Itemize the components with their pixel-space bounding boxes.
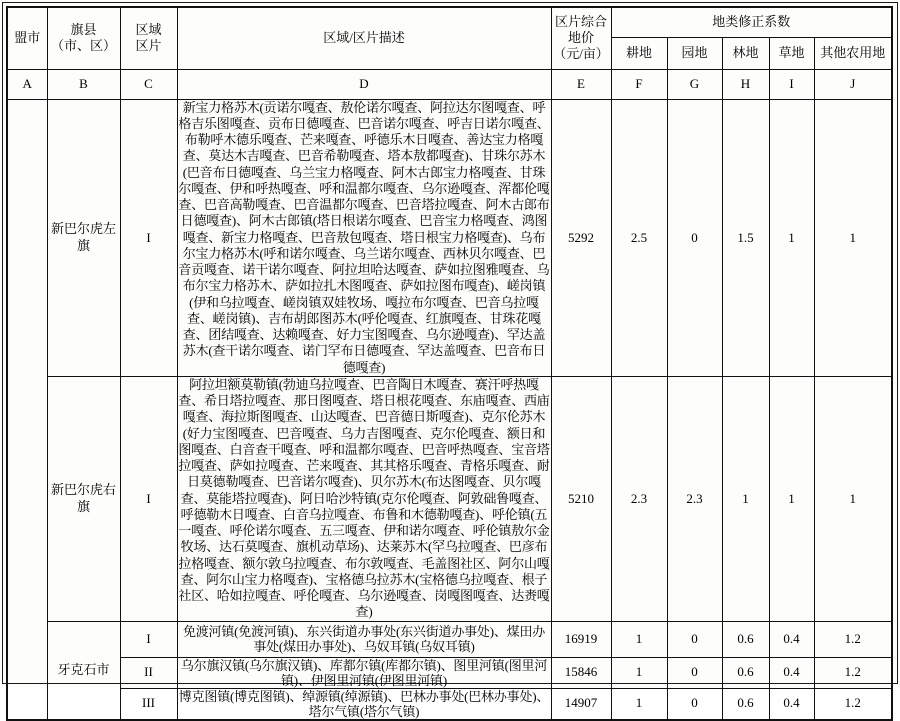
zone-cell: I	[120, 99, 177, 376]
header-coefficient-grassland: 草地	[769, 37, 814, 69]
header-coefficient-garden: 园地	[667, 37, 722, 69]
zone-cell: I	[120, 376, 177, 621]
grassland-coefficient-cell: 1	[769, 99, 814, 376]
header-coefficient-farmland: 耕地	[611, 37, 667, 69]
price-cell: 5210	[551, 376, 611, 621]
header-coefficient-other: 其他农用地	[814, 37, 892, 69]
column-letter-j: J	[814, 69, 892, 99]
forest-coefficient-cell: 1.5	[722, 99, 769, 376]
column-letter-d: D	[177, 69, 551, 99]
description-cell: 免渡河镇(免渡河镇)、东兴街道办事处(东兴街道办事处)、煤田办事处(煤田办事处)、乌奴耳镇(乌奴耳镇)	[177, 621, 551, 657]
forest-coefficient-cell: 0.6	[722, 657, 769, 688]
garden-coefficient-cell: 0	[667, 657, 722, 688]
banner-cell-yakeshi: 牙克石市	[47, 621, 120, 720]
garden-coefficient-cell: 0	[667, 621, 722, 657]
grassland-coefficient-cell: 0.4	[769, 688, 814, 720]
header-region-zone	[120, 7, 177, 69]
league-city-cell	[7, 99, 47, 720]
banner-cell-xinbaerhu-zuoqi: 新巴尔虎左旗	[47, 99, 120, 376]
forest-coefficient-cell: 1	[722, 376, 769, 621]
farmland-coefficient-cell: 1	[611, 657, 667, 688]
header-coefficient-forest: 林地	[722, 37, 769, 69]
description-cell: 博克图镇(博克图镇)、绰源镇(绰源镇)、巴林办事处(巴林办事处)、塔尔气镇(塔尔气镇)	[178, 688, 550, 719]
column-letter-a: A	[7, 69, 47, 99]
header-zone-price-line2: 地价	[567, 30, 594, 46]
land-price-table	[6, 6, 893, 721]
zone-cell: III	[120, 688, 177, 720]
description-cell: 阿拉坦额莫勒镇(勃迪乌拉嘎查、巴音陶日木嘎查、赛汗呼热嘎查、希日塔拉嘎查、那日图嘎查、塔日根花嘎查、东庙嘎查、西庙嘎查、海拉斯图嘎查、山达嘎查、巴音德日斯嘎查)、克尔伦苏木(好力宝图嘎查、巴音嘎查、乌力吉图嘎查、克尔伦嘎查、额日和图嘎查、白音查干嘎查、呼和温都尔嘎查、巴音呼热嘎查、宝音塔拉嘎查、萨如拉嘎查、芒来嘎查、其其格乐嘎查、青格乐嘎查、耐日莫德勒嘎查、巴音诺尔嘎查)、贝尔苏木(布达图嘎查、贝尔嘎查、莫能塔拉嘎查)、阿日哈沙特镇(克尔伦嘎查、阿敦础鲁嘎查、呼德勒木日嘎查、白音乌拉嘎查、布鲁和木德勒嘎查)、呼伦镇(五一嘎查、呼伦诺尔嘎查、五三嘎查、伊和诺尔嘎查、呼伦镇敖尔金牧场、达石莫嘎查、旗机动草场)、达莱苏木(罕乌拉嘎查、巴彦布拉格嘎查、额尔敦乌拉嘎查、布尔敦嘎查、毛盖图社区、阿尔山嘎查、阿尔山宝力格嘎查)、宝格德乌拉苏木(宝格德乌拉嘎查、根子社区、哈如拉嘎查、呼伦嘎查、乌尔逊嘎查、岗嘎图嘎查、达赉嘎查)	[178, 376, 550, 620]
price-cell: 5292	[551, 99, 611, 376]
farmland-coefficient-cell: 1	[611, 688, 667, 720]
garden-coefficient-cell: 0	[667, 99, 722, 376]
header-banner-county-line2: （市、区）	[50, 38, 116, 54]
zone-cell: II	[120, 657, 177, 688]
column-letter-i: I	[769, 69, 814, 99]
grassland-coefficient-cell: 0.4	[769, 621, 814, 657]
other-agricultural-coefficient-cell: 1	[814, 376, 892, 621]
header-league-city: 盟市	[7, 7, 47, 69]
header-region-zone-line1: 区域	[135, 22, 162, 37]
price-cell: 14907	[551, 688, 611, 720]
other-agricultural-coefficient-cell: 1.2	[814, 657, 892, 688]
header-zone-description: 区域/区片描述	[177, 7, 551, 69]
banner-cell-xinbaerhu-youqi: 新巴尔虎右旗	[47, 376, 120, 621]
page-frame	[2, 2, 898, 719]
description-cell: 新宝力格苏木(贡诺尔嘎查、敖伦诺尔嘎查、阿拉达尔图嘎查、呼格吉乐图嘎查、贡布日德嘎查、巴音诺尔嘎查、呼吉日诺尔嘎查、布勒呼木德乐嘎查、芒来嘎查、呼德乐木日嘎查、善达宝力格嘎查、莫达木吉嘎查、巴音希勒嘎查、塔本敖都嘎查)、甘珠尔苏木(巴音布日德嘎查、乌兰宝力格嘎查、阿木古郎宝力格嘎查、甘珠尔嘎查、伊和呼热嘎查、呼和温都尔嘎查、乌尔逊嘎查、浑都伦嘎查、巴音高勒嘎查、巴音温都尔嘎查、巴音塔拉嘎查、阿木古郎布日德嘎查)、阿木古郎镇(塔日根诺尔嘎查、巴音宝力格嘎查、鸿图嘎查、新宝力格嘎查、巴音敖包嘎查、塔日根宝力格嘎查)、乌布尔宝力格苏木(呼和诺尔嘎查、乌兰诺尔嘎查、西林贝尔嘎查、巴音贡嘎查、诺干诺尔嘎查、阿拉坦哈达嘎查、萨如拉图雅嘎查、乌布尔宝力格苏木、萨如拉扎木图嘎查、萨如拉图布嘎查)、嵯岗镇(伊和乌拉嘎查、嵯岗镇双娃牧场、嘎拉布尔嘎查、巴音乌拉嘎查、嵯岗镇)、吉布胡郎图苏木(呼伦嘎查、红旗嘎查、甘珠花嘎查、团结嘎查、达赖嘎查、好力宝图嘎查、乌尔逊嘎查)、罕达盖苏木(查干诺尔嘎查、诺门罕布日德嘎查、罕达盖嘎查、巴音布日德嘎查)	[178, 99, 550, 375]
header-region-zone-line2: 区片	[135, 38, 162, 54]
farmland-coefficient-cell: 2.5	[611, 99, 667, 376]
grassland-coefficient-cell: 1	[769, 376, 814, 621]
forest-coefficient-cell: 0.6	[722, 688, 769, 720]
header-zone-price	[551, 7, 611, 69]
header-banner-county	[47, 7, 120, 69]
farmland-coefficient-cell: 2.3	[611, 376, 667, 621]
price-cell: 16919	[551, 621, 611, 657]
header-zone-price-line3: （元/亩）	[553, 46, 609, 62]
header-zone-price-line1: 区片综合	[554, 13, 607, 29]
price-cell: 15846	[551, 657, 611, 688]
column-letter-g: G	[667, 69, 722, 99]
column-letter-c: C	[120, 69, 177, 99]
other-agricultural-coefficient-cell: 1.2	[814, 621, 892, 657]
column-letter-e: E	[551, 69, 611, 99]
farmland-coefficient-cell: 1	[611, 621, 667, 657]
garden-coefficient-cell: 0	[667, 688, 722, 720]
column-letter-b: B	[47, 69, 120, 99]
forest-coefficient-cell: 0.6	[722, 621, 769, 657]
header-coefficient-group: 地类修正系数	[611, 7, 892, 37]
column-letter-f: F	[611, 69, 667, 99]
other-agricultural-coefficient-cell: 1.2	[814, 688, 892, 720]
other-agricultural-coefficient-cell: 1	[814, 99, 892, 376]
zone-cell: I	[120, 621, 177, 657]
garden-coefficient-cell: 2.3	[667, 376, 722, 621]
description-cell: 乌尔旗汉镇(乌尔旗汉镇)、库都尔镇(库都尔镇)、图里河镇(图里河镇)、伊图里河镇(伊图里河镇)	[177, 657, 551, 688]
header-banner-county-line1: 旗县	[70, 22, 97, 37]
column-letter-h: H	[722, 69, 769, 99]
grassland-coefficient-cell: 0.4	[769, 657, 814, 688]
